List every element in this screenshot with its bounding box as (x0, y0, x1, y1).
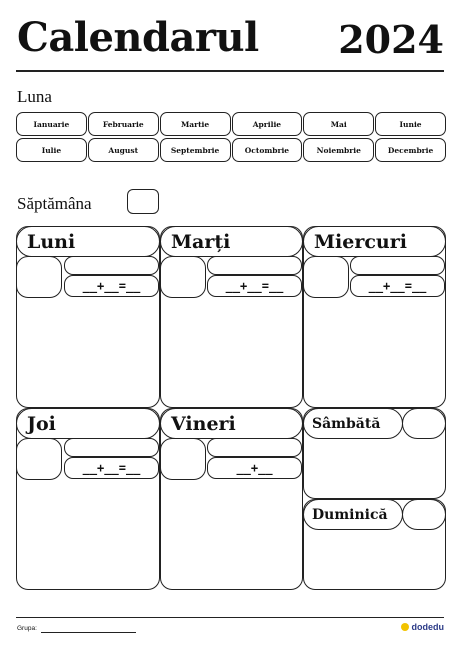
header-divider (16, 70, 444, 72)
day-number-box-vineri[interactable] (160, 438, 206, 480)
month-option-februarie[interactable]: Februarie (88, 112, 159, 136)
month-grid (16, 112, 446, 162)
month-option-martie[interactable]: Martie (160, 112, 231, 136)
answer-pill-joi[interactable] (64, 438, 159, 457)
day-number-box-luni[interactable] (16, 256, 62, 298)
equation-pill-miercuri[interactable]: __+__=__ (350, 275, 445, 297)
footer-divider (16, 617, 444, 618)
group-input-line[interactable] (41, 632, 136, 633)
day-header-vineri (160, 408, 303, 439)
month-option-iulie[interactable]: Iulie (16, 138, 87, 162)
brand-name: dodedu (411, 622, 444, 632)
month-option-mai[interactable]: Mai (303, 112, 374, 136)
day-name-luni: Luni (27, 231, 76, 253)
page-title: Calendarul (17, 14, 259, 61)
month-option-septembrie[interactable]: Septembrie (160, 138, 231, 162)
month-option-ianuarie[interactable]: Ianuarie (16, 112, 87, 136)
equation-pill-vineri[interactable]: __+__ (207, 457, 302, 479)
day-header-miercuri (303, 226, 446, 257)
day-name-joi: Joi (27, 413, 56, 435)
group-label: Grupa: (17, 625, 37, 632)
brand-logo (401, 622, 445, 632)
day-name-miercuri: Miercuri (314, 231, 407, 253)
week-section-label: Săptămâna (17, 194, 92, 213)
day-name-duminica: Duminică (312, 507, 388, 523)
day-number-box-marti[interactable] (160, 256, 206, 298)
day-name-sambata: Sâmbătă (312, 416, 381, 432)
year-label: 2024 (338, 17, 444, 62)
month-option-noiembrie[interactable]: Noiembrie (303, 138, 374, 162)
day-header-joi (16, 408, 160, 439)
month-option-decembrie[interactable]: Decembrie (375, 138, 446, 162)
equation-pill-marti[interactable]: __+__=__ (207, 275, 302, 297)
answer-pill-marti[interactable] (207, 256, 302, 275)
week-number-box[interactable] (127, 189, 159, 214)
day-number-box-sambata[interactable] (402, 408, 446, 439)
equation-pill-joi[interactable]: __+__=__ (64, 457, 159, 479)
month-section-label: Luna (17, 87, 52, 106)
day-number-box-duminica[interactable] (402, 499, 446, 530)
day-header-marti (160, 226, 303, 257)
month-option-aprilie[interactable]: Aprilie (232, 112, 303, 136)
day-name-marti: Marți (171, 231, 231, 253)
month-option-octombrie[interactable]: Octombrie (232, 138, 303, 162)
day-header-duminica (303, 499, 403, 530)
day-number-box-joi[interactable] (16, 438, 62, 480)
day-header-sambata (303, 408, 403, 439)
answer-pill-luni[interactable] (64, 256, 159, 275)
month-option-iunie[interactable]: Iunie (375, 112, 446, 136)
answer-pill-miercuri[interactable] (350, 256, 445, 275)
day-number-box-miercuri[interactable] (303, 256, 349, 298)
sun-icon (401, 623, 409, 631)
day-header-luni (16, 226, 160, 257)
day-name-vineri: Vineri (171, 413, 236, 435)
month-option-august[interactable]: August (88, 138, 159, 162)
equation-pill-luni[interactable]: __+__=__ (64, 275, 159, 297)
answer-pill-vineri[interactable] (207, 438, 302, 457)
